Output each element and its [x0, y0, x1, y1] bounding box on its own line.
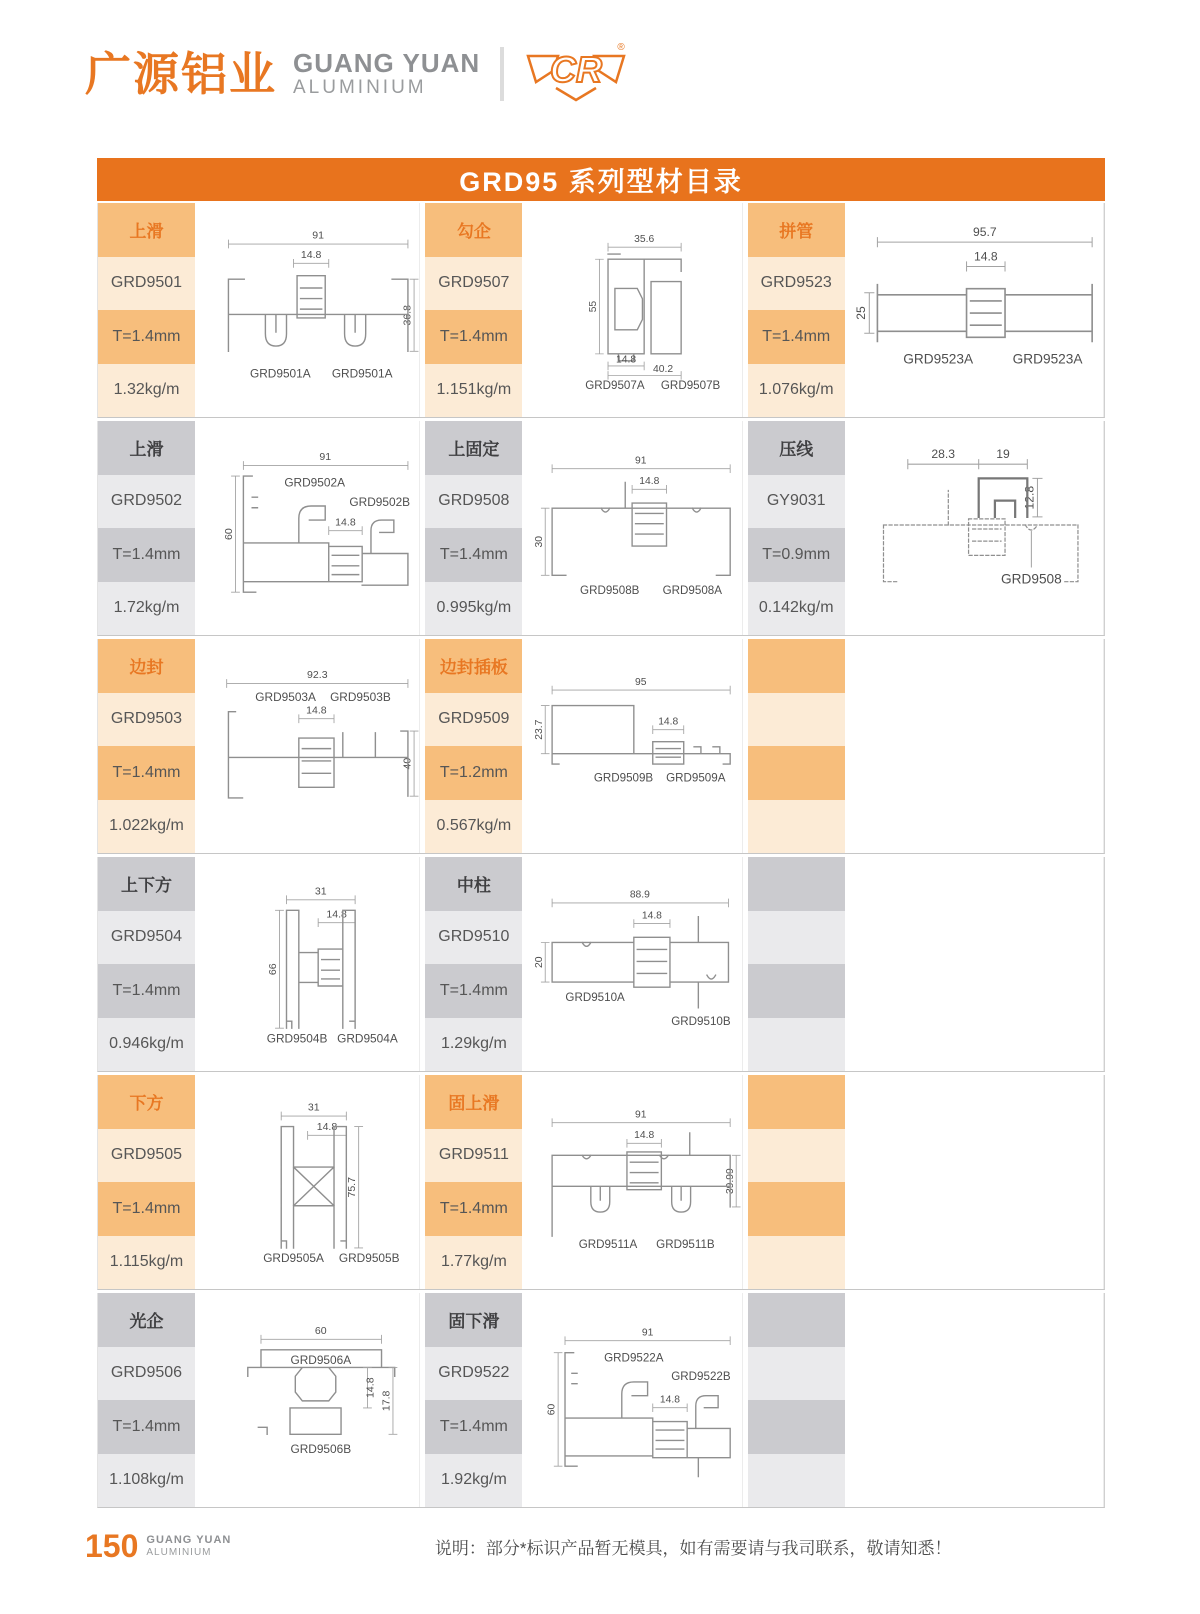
svg-text:GRD9508: GRD9508 [1000, 571, 1062, 587]
thickness-cell: T=1.4mm [98, 964, 195, 1018]
code-cell: GY9031 [748, 475, 845, 529]
svg-text:36.8: 36.8 [401, 305, 414, 326]
svg-text:GRD9510A: GRD9510A [565, 990, 626, 1004]
footer-brand [146, 1534, 231, 1557]
svg-text:91: 91 [312, 229, 325, 242]
thickness-cell: T=1.4mm [748, 310, 845, 364]
thickness-cell [748, 1400, 845, 1454]
svg-text:14.8: 14.8 [639, 476, 660, 488]
profile-diagram-empty [845, 1293, 1104, 1507]
svg-text:35.6: 35.6 [634, 234, 655, 246]
product-cell-grd9502 [98, 421, 420, 635]
svg-text:66: 66 [266, 963, 279, 976]
code-cell [748, 693, 845, 747]
product-cell-grd9523 [748, 203, 1104, 417]
profile-diagram-empty [845, 1075, 1104, 1289]
label-column [425, 203, 522, 417]
empty-cell [748, 1075, 1104, 1289]
svg-text:12.8: 12.8 [1022, 485, 1037, 510]
weight-cell: 0.567kg/m [425, 800, 522, 854]
svg-text:39.99: 39.99 [725, 1168, 737, 1195]
svg-text:GRD9507B: GRD9507B [661, 379, 721, 393]
category-cell [748, 1293, 845, 1347]
profile-drawing-svg [522, 1293, 741, 1507]
thickness-cell: T=1.4mm [425, 528, 522, 582]
svg-text:40.2: 40.2 [653, 363, 674, 375]
code-cell: GRD9522 [425, 1347, 522, 1401]
weight-cell: 1.151kg/m [425, 364, 522, 418]
profile-diagram [195, 203, 420, 417]
product-cell-grd9508 [425, 421, 742, 635]
page-footer [85, 1530, 1115, 1562]
svg-text:14.8: 14.8 [335, 516, 356, 529]
label-column [425, 857, 522, 1071]
svg-text:GRD9504A: GRD9504A [337, 1031, 398, 1046]
label-column [98, 857, 195, 1071]
svg-text:14.8: 14.8 [616, 354, 637, 366]
catalog-row [97, 421, 1105, 636]
weight-cell: 1.108kg/m [98, 1454, 195, 1508]
thickness-cell: T=1.4mm [425, 1182, 522, 1236]
category-cell: 固上滑 [425, 1075, 522, 1129]
svg-text:GRD9523A: GRD9523A [902, 351, 973, 367]
category-cell: 边封插板 [425, 639, 522, 693]
svg-text:20: 20 [534, 956, 546, 969]
svg-text:GRD9505B: GRD9505B [338, 1251, 400, 1266]
thickness-cell: T=1.4mm [98, 310, 195, 364]
svg-text:GRD9501A: GRD9501A [331, 366, 393, 381]
weight-cell: 1.92kg/m [425, 1454, 522, 1508]
series-title-bar [97, 158, 1105, 201]
catalog-row [97, 1075, 1105, 1290]
product-cell-grd9506 [98, 1293, 420, 1507]
svg-text:GRD9522B: GRD9522B [671, 1370, 731, 1384]
thickness-cell: T=1.4mm [425, 1400, 522, 1454]
profile-drawing-svg [522, 203, 741, 417]
svg-text:25: 25 [853, 306, 868, 320]
category-cell [748, 857, 845, 911]
profile-diagram [522, 1075, 742, 1289]
profile-diagram [195, 1075, 420, 1289]
thickness-cell [748, 746, 845, 800]
label-column [748, 639, 845, 853]
svg-text:GRD9508A: GRD9508A [662, 584, 723, 598]
svg-text:GRD9502B: GRD9502B [349, 495, 411, 510]
svg-text:GRD9504B: GRD9504B [266, 1031, 328, 1046]
svg-text:GRD9503A: GRD9503A [255, 690, 316, 705]
product-cell-grd9522 [425, 1293, 742, 1507]
code-cell: GRD9503 [98, 693, 195, 747]
category-cell: 固下滑 [425, 1293, 522, 1347]
profile-drawing-svg [195, 1075, 419, 1289]
category-cell: 中柱 [425, 857, 522, 911]
code-cell: GRD9506 [98, 1347, 195, 1401]
profile-diagram [522, 203, 742, 417]
weight-cell: 0.946kg/m [98, 1018, 195, 1072]
label-column [425, 1075, 522, 1289]
catalog-row [97, 639, 1105, 854]
svg-text:14.8: 14.8 [973, 249, 998, 264]
label-column [98, 421, 195, 635]
svg-text:30: 30 [534, 536, 546, 548]
product-cell-grd9505 [98, 1075, 420, 1289]
weight-cell [748, 1454, 845, 1508]
svg-text:14.8: 14.8 [634, 1130, 655, 1142]
logo-chinese: 广源铝业 [85, 48, 277, 100]
category-cell: 勾企 [425, 203, 522, 257]
profile-drawing-svg [195, 639, 419, 853]
thickness-cell: T=0.9mm [748, 528, 845, 582]
product-cell-grd9511 [425, 1075, 742, 1289]
svg-text:GRD9503B: GRD9503B [330, 690, 391, 705]
thickness-cell: T=1.4mm [98, 1400, 195, 1454]
code-cell: GRD9508 [425, 475, 522, 529]
profile-diagram [522, 421, 742, 635]
footer-note: 说明：部分*标识产品暂无模具，如有需要请与我司联系，敬请知悉！ [434, 1538, 952, 1558]
svg-text:31: 31 [314, 885, 327, 898]
profile-drawing-svg [522, 639, 741, 853]
product-cell-grd9501 [98, 203, 420, 417]
logo-english-sub: ALUMINIUM [293, 76, 427, 98]
profile-drawing-svg [522, 857, 741, 1071]
category-cell: 光企 [98, 1293, 195, 1347]
svg-text:GRD9522A: GRD9522A [604, 1351, 664, 1365]
empty-cell [748, 639, 1104, 853]
profile-diagram-empty [845, 857, 1104, 1071]
code-cell: GRD9510 [425, 911, 522, 965]
svg-text:CR: CR [550, 49, 603, 90]
svg-text:17.8: 17.8 [380, 1390, 393, 1412]
svg-text:GRD9508B: GRD9508B [580, 584, 640, 598]
series-title: GRD95 系列型材目录 [459, 167, 743, 197]
product-cell-grd9509 [425, 639, 742, 853]
svg-text:19: 19 [995, 447, 1010, 462]
category-cell: 上滑 [98, 203, 195, 257]
svg-text:14.8: 14.8 [326, 908, 347, 921]
weight-cell [748, 1018, 845, 1072]
thickness-cell: T=1.2mm [425, 746, 522, 800]
catalog-row [97, 203, 1105, 418]
code-cell: GRD9523 [748, 257, 845, 311]
svg-text:91: 91 [635, 1109, 647, 1121]
product-cell-gy9031 [748, 421, 1104, 635]
svg-text:®: ® [617, 42, 625, 53]
profile-drawing-svg [195, 857, 419, 1071]
label-column [748, 1075, 845, 1289]
svg-text:14.8: 14.8 [658, 716, 679, 728]
thickness-cell [748, 964, 845, 1018]
svg-text:91: 91 [319, 451, 332, 464]
svg-text:GRD9506B: GRD9506B [290, 1441, 352, 1456]
category-cell: 下方 [98, 1075, 195, 1129]
svg-text:88.9: 88.9 [630, 889, 651, 901]
weight-cell: 1.72kg/m [98, 582, 195, 636]
profile-diagram [195, 639, 420, 853]
profile-diagram [845, 203, 1104, 417]
svg-text:14.8: 14.8 [306, 704, 327, 717]
thickness-cell [748, 1182, 845, 1236]
weight-cell [748, 1236, 845, 1290]
svg-text:23.7: 23.7 [534, 719, 546, 740]
label-column [98, 1075, 195, 1289]
svg-text:91: 91 [635, 455, 647, 467]
profile-diagram-empty [845, 639, 1104, 853]
weight-cell: 1.77kg/m [425, 1236, 522, 1290]
category-cell [748, 1075, 845, 1129]
weight-cell: 0.995kg/m [425, 582, 522, 636]
svg-text:55: 55 [588, 300, 600, 313]
code-cell [748, 1347, 845, 1401]
thickness-cell: T=1.4mm [98, 746, 195, 800]
label-column [98, 1293, 195, 1507]
category-cell: 边封 [98, 639, 195, 693]
label-column [425, 1293, 522, 1507]
svg-text:GRD9509B: GRD9509B [594, 771, 654, 785]
svg-text:14.8: 14.8 [660, 1394, 681, 1406]
svg-text:28.3: 28.3 [931, 447, 955, 462]
cr-brand-icon [524, 40, 628, 108]
svg-text:60: 60 [314, 1325, 327, 1338]
svg-text:92.3: 92.3 [307, 669, 328, 682]
page-header [85, 40, 628, 108]
svg-text:GRD9507A: GRD9507A [585, 379, 645, 393]
profile-diagram [845, 421, 1104, 635]
category-cell: 上固定 [425, 421, 522, 475]
profile-drawing-svg [195, 421, 419, 635]
code-cell: GRD9505 [98, 1129, 195, 1183]
svg-text:GRD9505A: GRD9505A [263, 1251, 324, 1266]
profile-drawing-svg [845, 203, 1103, 417]
profile-diagram [195, 421, 420, 635]
profile-diagram [195, 857, 420, 1071]
svg-text:14.8: 14.8 [316, 1121, 338, 1134]
svg-text:31: 31 [307, 1101, 320, 1114]
svg-text:75.7: 75.7 [346, 1177, 359, 1198]
category-cell [748, 639, 845, 693]
svg-text:14.8: 14.8 [364, 1377, 377, 1398]
code-cell: GRD9511 [425, 1129, 522, 1183]
weight-cell: 1.022kg/m [98, 800, 195, 854]
product-cell-grd9510 [425, 857, 742, 1071]
thickness-cell: T=1.4mm [425, 310, 522, 364]
svg-text:14.8: 14.8 [300, 249, 322, 262]
category-cell: 上滑 [98, 421, 195, 475]
label-column [98, 639, 195, 853]
code-cell [748, 911, 845, 965]
thickness-cell: T=1.4mm [98, 1182, 195, 1236]
profile-diagram [522, 639, 742, 853]
label-column [748, 421, 845, 635]
category-cell: 拼管 [748, 203, 845, 257]
svg-text:GRD9511A: GRD9511A [579, 1238, 638, 1252]
svg-text:GRD9510B: GRD9510B [671, 1015, 731, 1029]
catalog-grid [97, 203, 1105, 1511]
profile-diagram [195, 1293, 420, 1507]
profile-drawing-svg [522, 1075, 741, 1289]
weight-cell: 1.115kg/m [98, 1236, 195, 1290]
label-column [748, 1293, 845, 1507]
svg-text:95.7: 95.7 [972, 225, 997, 240]
code-cell: GRD9507 [425, 257, 522, 311]
code-cell: GRD9504 [98, 911, 195, 965]
label-column [425, 639, 522, 853]
product-cell-grd9507 [425, 203, 742, 417]
svg-text:GRD9506A: GRD9506A [290, 1352, 352, 1367]
weight-cell: 0.142kg/m [748, 582, 845, 636]
weight-cell [748, 800, 845, 854]
svg-text:GRD9523A: GRD9523A [1012, 351, 1083, 367]
code-cell: GRD9502 [98, 475, 195, 529]
page-number: 150 [85, 1528, 139, 1564]
svg-text:60: 60 [222, 528, 235, 541]
svg-text:60: 60 [547, 1403, 559, 1416]
label-column [98, 203, 195, 417]
logo-english [293, 50, 480, 97]
profile-diagram [522, 1293, 742, 1507]
footer-brand-name: GUANG YUAN [146, 1534, 232, 1547]
svg-text:GRD9501A: GRD9501A [250, 366, 311, 381]
code-cell: GRD9509 [425, 693, 522, 747]
svg-text:95: 95 [635, 676, 647, 688]
svg-text:GRD9509A: GRD9509A [666, 771, 726, 785]
svg-text:14.8: 14.8 [642, 910, 663, 922]
logo-divider [500, 47, 504, 101]
category-cell: 上下方 [98, 857, 195, 911]
category-cell: 压线 [748, 421, 845, 475]
svg-text:91: 91 [642, 1327, 654, 1339]
catalog-row [97, 857, 1105, 1072]
svg-text:40: 40 [401, 757, 414, 770]
thickness-cell: T=1.4mm [98, 528, 195, 582]
weight-cell: 1.076kg/m [748, 364, 845, 418]
weight-cell: 1.32kg/m [98, 364, 195, 418]
product-cell-grd9504 [98, 857, 420, 1071]
code-cell: GRD9501 [98, 257, 195, 311]
catalog-row [97, 1293, 1105, 1508]
profile-drawing-svg [522, 421, 741, 635]
thickness-cell: T=1.4mm [425, 964, 522, 1018]
empty-cell [748, 857, 1104, 1071]
label-column [748, 857, 845, 1071]
label-column [748, 203, 845, 417]
svg-text:GRD9511B: GRD9511B [656, 1238, 716, 1252]
profile-drawing-svg [195, 203, 419, 417]
logo-english-name: GUANG YUAN [293, 48, 481, 79]
code-cell [748, 1129, 845, 1183]
label-column [425, 421, 522, 635]
weight-cell: 1.29kg/m [425, 1018, 522, 1072]
empty-cell [748, 1293, 1104, 1507]
footer-brand-sub: ALUMINIUM [146, 1546, 212, 1558]
product-cell-grd9503 [98, 639, 420, 853]
profile-drawing-svg [845, 421, 1103, 635]
profile-drawing-svg [195, 1293, 419, 1507]
profile-diagram [522, 857, 742, 1071]
svg-text:GRD9502A: GRD9502A [284, 475, 345, 490]
